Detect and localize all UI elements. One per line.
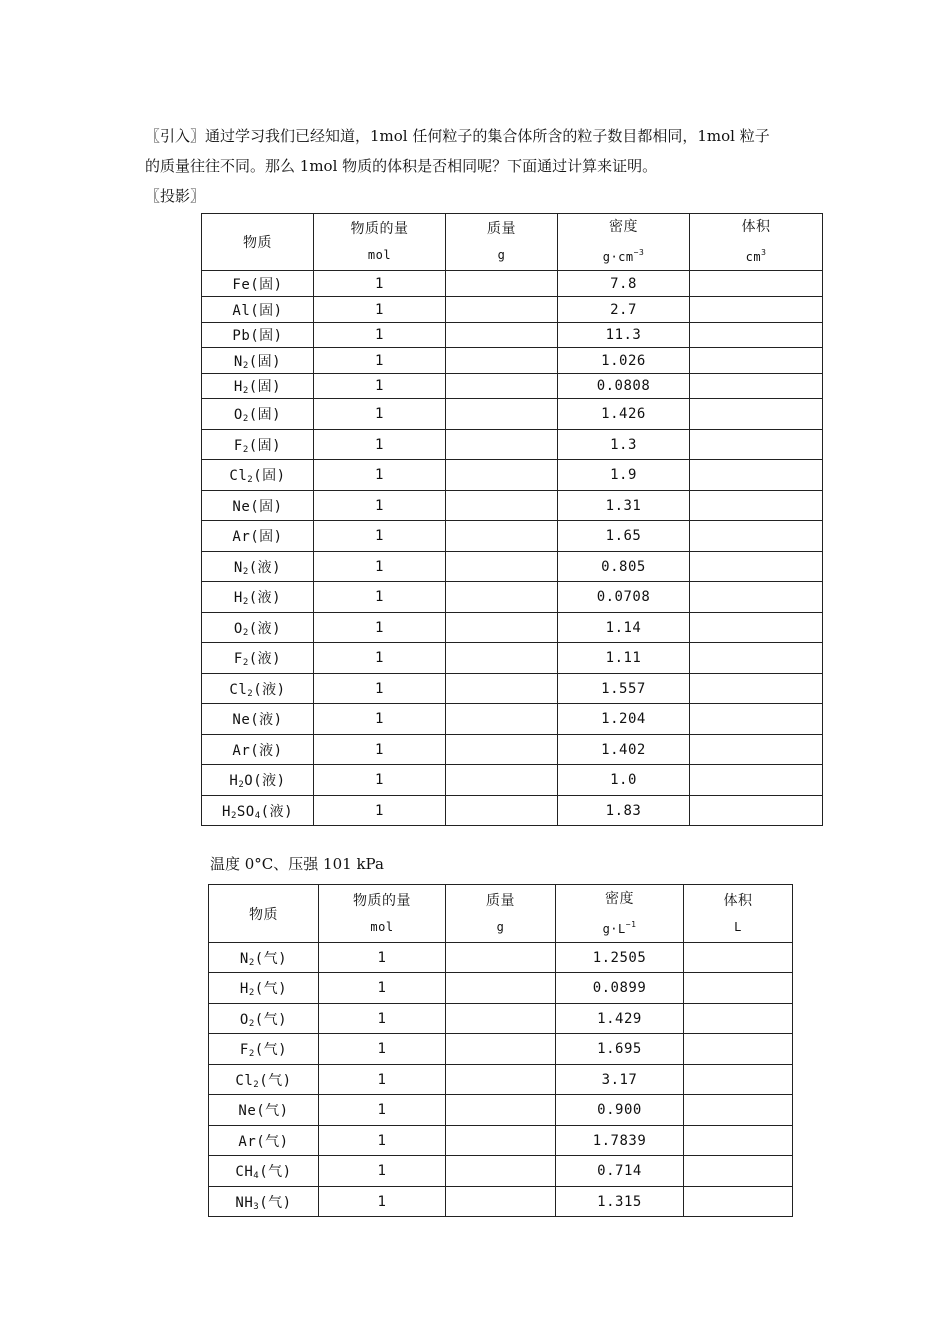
formula-name: N: [233, 353, 243, 370]
table-row: [202, 521, 823, 552]
formula-subscript: 2: [242, 566, 249, 577]
formula-subscript: 3: [253, 1201, 260, 1212]
mass-cell: [446, 1004, 556, 1034]
table-row: [202, 704, 823, 735]
density-cell: 1.695: [556, 1034, 684, 1065]
state-label: (液): [248, 559, 282, 576]
table-row: [209, 1187, 793, 1217]
substance-cell: [202, 796, 314, 826]
state-label: (气): [254, 950, 288, 967]
table-row: [202, 674, 823, 704]
density-cell: 0.714: [556, 1156, 684, 1187]
volume-cell: [690, 552, 823, 582]
state-label: (气): [256, 1133, 289, 1150]
substance-cell: [202, 491, 314, 521]
mass-cell: [446, 271, 558, 297]
mass-cell: [446, 348, 558, 374]
formula-name: H: [233, 379, 243, 395]
volume-cell: [690, 674, 823, 704]
density-cell: 0.0808: [558, 374, 690, 399]
formula-name: F: [233, 437, 243, 454]
table-row: [202, 582, 823, 613]
mass-cell: [446, 765, 558, 796]
amount-cell: 1: [314, 735, 446, 765]
volume-cell: [690, 765, 823, 796]
formula-name: Ar: [232, 529, 251, 545]
volume-cell: [684, 1126, 793, 1156]
density-cell: 1.11: [558, 643, 690, 674]
mass-cell: [446, 973, 556, 1004]
formula-name: Ne: [232, 712, 251, 728]
formula-subscript: 2: [253, 1079, 260, 1090]
table-row: [209, 1034, 793, 1065]
formula-name: O: [239, 1011, 249, 1028]
substance-cell: [202, 735, 314, 765]
mass-cell: [446, 1095, 556, 1126]
density-cell: 1.026: [558, 348, 690, 374]
mass-cell: [446, 491, 558, 521]
table-row: [209, 1065, 793, 1095]
density-cell: 1.557: [558, 674, 690, 704]
volume-cell: [690, 735, 823, 765]
amount-cell: 1: [314, 348, 446, 374]
substance-cell: [209, 973, 319, 1004]
amount-cell: 1: [314, 460, 446, 491]
header-mass: 质量 g: [446, 885, 556, 943]
density-cell: 1.65: [558, 521, 690, 552]
mass-cell: [446, 430, 558, 460]
formula-name: O: [233, 620, 243, 637]
state-label: (液): [253, 681, 286, 698]
state-label: (固): [253, 468, 286, 484]
volume-cell: [684, 1095, 793, 1126]
volume-cell: [684, 1065, 793, 1095]
mass-cell: [446, 399, 558, 430]
formula-name: Fe: [232, 276, 251, 293]
volume-cell: [690, 297, 823, 323]
density-cell: 7.8: [558, 271, 690, 297]
state-label: (气): [254, 981, 288, 997]
substance-cell: [202, 613, 314, 643]
volume-cell: [690, 271, 823, 297]
formula-name: H: [233, 590, 243, 606]
state-label: (液): [248, 620, 282, 637]
amount-cell: 1: [314, 643, 446, 674]
density-cell: 0.805: [558, 552, 690, 582]
amount-cell: 1: [319, 973, 446, 1004]
density-cell: 1.315: [556, 1187, 684, 1217]
volume-cell: [690, 323, 823, 348]
density-cell: 1.83: [558, 796, 690, 826]
formula-name: NH: [235, 1194, 254, 1211]
formula-name: Cl: [235, 1072, 254, 1089]
state-label: (固): [248, 437, 282, 454]
formula-name: Pb: [232, 328, 251, 344]
formula-subscript: 4: [253, 1171, 260, 1181]
formula-subscript: 4: [254, 810, 261, 821]
amount-cell: 1: [314, 704, 446, 735]
amount-cell: 1: [314, 552, 446, 582]
substance-cell: [202, 297, 314, 323]
formula-subscript: 2: [248, 957, 255, 968]
amount-cell: 1: [314, 796, 446, 826]
state-label: (固): [250, 529, 283, 545]
amount-cell: 1: [314, 374, 446, 399]
table-row: [202, 735, 823, 765]
amount-cell: 1: [319, 943, 446, 973]
mass-cell: [446, 1187, 556, 1217]
formula-subscript: 2: [242, 386, 249, 396]
header-density: 密度 $g\cdot L^{-1}$: [556, 885, 684, 943]
state-label: (固): [250, 302, 283, 319]
mass-cell: [446, 643, 558, 674]
volume-cell: [690, 521, 823, 552]
volume-cell: [690, 460, 823, 491]
table-row: [209, 1095, 793, 1126]
density-cell: 1.3: [558, 430, 690, 460]
mass-cell: [446, 552, 558, 582]
formula-name: Ar: [238, 1133, 257, 1150]
formula-name: Ne: [232, 498, 251, 515]
table-header-row: [209, 885, 793, 943]
formula-name: Ar: [232, 742, 251, 759]
volume-cell: [690, 582, 823, 613]
density-cell: 11.3: [558, 323, 690, 348]
formula-rest: O: [244, 773, 254, 789]
header-volume: 体积 L: [684, 885, 793, 943]
state-label: (固): [250, 328, 283, 344]
formula-subscript: 2: [248, 1049, 255, 1059]
substance-cell: [202, 271, 314, 297]
density-cell: 2.7: [558, 297, 690, 323]
substance-cell: [202, 521, 314, 552]
substance-cell: [202, 348, 314, 374]
substance-cell: [202, 765, 314, 796]
formula-subscript: 2: [242, 414, 249, 424]
amount-cell: 1: [314, 271, 446, 297]
formula-subscript: 2: [247, 688, 254, 699]
mass-cell: [446, 1126, 556, 1156]
density-cell: 1.402: [558, 735, 690, 765]
table-row: [202, 552, 823, 582]
amount-cell: 1: [314, 613, 446, 643]
amount-cell: 1: [319, 1156, 446, 1187]
state-label: (固): [248, 407, 282, 423]
table-row: [209, 1156, 793, 1187]
state-label: (固): [250, 498, 283, 515]
density-cell: 1.0: [558, 765, 690, 796]
volume-cell: [684, 973, 793, 1004]
substance-cell: [209, 1034, 319, 1065]
amount-cell: 1: [319, 1034, 446, 1065]
formula-subscript: 2: [248, 988, 255, 998]
density-cell: 0.0708: [558, 582, 690, 613]
state-label: (气): [259, 1194, 292, 1211]
table-row: [202, 323, 823, 348]
formula-subscript: 2: [242, 627, 249, 638]
amount-cell: 1: [314, 399, 446, 430]
formula-name: CH: [235, 1164, 254, 1180]
formula-subscript: 2: [242, 360, 249, 371]
mass-cell: [446, 1034, 556, 1065]
state-label: (液): [250, 742, 283, 759]
table-header-row: [202, 214, 823, 271]
density-cell: 0.0899: [556, 973, 684, 1004]
volume-cell: [684, 1187, 793, 1217]
amount-cell: 1: [314, 674, 446, 704]
volume-cell: [690, 491, 823, 521]
mass-cell: [446, 521, 558, 552]
table-row: [202, 460, 823, 491]
formula-name: H: [239, 981, 249, 997]
density-cell: 1.429: [556, 1004, 684, 1034]
density-cell: 1.31: [558, 491, 690, 521]
substance-cell: [202, 552, 314, 582]
state-label: (固): [248, 379, 282, 395]
formula-subscript: 2: [242, 658, 249, 668]
density-cell: 1.2505: [556, 943, 684, 973]
state-label: (气): [254, 1042, 288, 1058]
state-label: (液): [250, 712, 283, 728]
mass-cell: [446, 674, 558, 704]
density-cell: 1.426: [558, 399, 690, 430]
substance-cell: [202, 374, 314, 399]
substance-cell: [209, 1004, 319, 1034]
formula-name: Cl: [229, 681, 248, 698]
amount-cell: 1: [319, 1095, 446, 1126]
substance-cell: [202, 674, 314, 704]
intro-line-2: 的质量往往不同。那么 1mol 物质的体积是否相同呢？下面通过计算来证明。: [145, 157, 658, 175]
amount-cell: 1: [319, 1126, 446, 1156]
table-row: [202, 430, 823, 460]
formula-name: N: [239, 950, 249, 967]
volume-cell: [690, 704, 823, 735]
mass-cell: [446, 323, 558, 348]
volume-cell: [684, 1156, 793, 1187]
mass-cell: [446, 297, 558, 323]
header-amount: 物质的量 mol: [314, 214, 446, 271]
density-cell: 1.9: [558, 460, 690, 491]
substance-cell: [202, 460, 314, 491]
formula-subscript: 2: [238, 780, 245, 790]
state-label: (气): [259, 1164, 292, 1180]
table-row: [202, 271, 823, 297]
amount-cell: 1: [314, 323, 446, 348]
formula-subscript: 2: [247, 475, 254, 485]
state-label: (气): [259, 1072, 292, 1089]
volume-cell: [690, 430, 823, 460]
substance-cell: [209, 1187, 319, 1217]
header-substance: 物质: [202, 214, 314, 271]
formula-rest: SO: [236, 803, 255, 820]
substance-cell: [209, 1065, 319, 1095]
density-cell: 1.204: [558, 704, 690, 735]
state-label: (固): [250, 276, 283, 293]
substance-cell: [202, 430, 314, 460]
formula-subscript: 2: [248, 1018, 255, 1029]
table-row: [202, 643, 823, 674]
mass-cell: [446, 735, 558, 765]
header-mass: 质量 g: [446, 214, 558, 271]
substance-cell: [209, 1156, 319, 1187]
gas-density-table: [208, 884, 793, 1217]
table-row: [202, 765, 823, 796]
solid-liquid-density-table: [201, 213, 823, 826]
state-label: (液): [253, 773, 286, 789]
header-density: 密度 $g\cdot cm^{-3}$: [558, 214, 690, 271]
state-label: (气): [254, 1011, 288, 1028]
intro-line-1: 〖引入〗通过学习我们已经知道，1mol 任何粒子的集合体所含的粒子数目都相同，1mol 粒子: [145, 127, 770, 145]
mass-cell: [446, 582, 558, 613]
header-volume: 体积 $cm^3$: [690, 214, 823, 271]
table-row: [209, 1126, 793, 1156]
amount-cell: 1: [314, 430, 446, 460]
amount-cell: 1: [314, 297, 446, 323]
volume-cell: [690, 374, 823, 399]
formula-name: Ne: [238, 1103, 257, 1119]
volume-cell: [684, 1034, 793, 1065]
mass-cell: [446, 374, 558, 399]
table-row: [202, 613, 823, 643]
formula-name: Al: [232, 302, 251, 319]
substance-cell: [202, 704, 314, 735]
amount-cell: 1: [314, 521, 446, 552]
table-row: [209, 973, 793, 1004]
volume-cell: [690, 399, 823, 430]
density-cell: 3.17: [556, 1065, 684, 1095]
formula-subscript: 2: [242, 444, 249, 455]
substance-cell: [202, 582, 314, 613]
state-label: (固): [248, 353, 282, 370]
substance-cell: [202, 323, 314, 348]
mass-cell: [446, 613, 558, 643]
state-label: (气): [256, 1103, 289, 1119]
formula-name: Cl: [229, 468, 248, 484]
amount-cell: 1: [314, 765, 446, 796]
volume-cell: [684, 943, 793, 973]
mass-cell: [446, 704, 558, 735]
volume-cell: [690, 613, 823, 643]
table-row: [202, 374, 823, 399]
formula-name: F: [233, 651, 243, 667]
formula-subscript: 2: [242, 597, 249, 607]
table-row: [202, 297, 823, 323]
density-cell: 1.14: [558, 613, 690, 643]
volume-cell: [690, 796, 823, 826]
table-row: [202, 399, 823, 430]
formula-name: N: [233, 559, 243, 576]
formula-name: O: [233, 407, 243, 423]
substance-cell: [202, 643, 314, 674]
table-row: [202, 796, 823, 826]
mass-cell: [446, 796, 558, 826]
formula-subscript: 2: [230, 810, 237, 821]
mass-cell: [446, 1156, 556, 1187]
projection-label: 〖投影〗: [145, 187, 206, 205]
formula-name: F: [239, 1042, 249, 1058]
substance-cell: [209, 1095, 319, 1126]
formula-name: H: [229, 773, 239, 789]
table-row: [209, 1004, 793, 1034]
table-row: [209, 943, 793, 973]
table-row: [202, 491, 823, 521]
amount-cell: 1: [319, 1065, 446, 1095]
mass-cell: [446, 1065, 556, 1095]
header-substance: 物质: [209, 885, 319, 943]
amount-cell: 1: [314, 491, 446, 521]
density-cell: 1.7839: [556, 1126, 684, 1156]
state-label: (液): [260, 803, 293, 820]
substance-cell: [209, 943, 319, 973]
condition-label: 温度 0°C、压强 101 kPa: [210, 855, 384, 873]
mass-cell: [446, 943, 556, 973]
substance-cell: [209, 1126, 319, 1156]
substance-cell: [202, 399, 314, 430]
state-label: (液): [248, 651, 282, 667]
formula-name: H: [222, 803, 231, 820]
amount-cell: 1: [319, 1004, 446, 1034]
density-cell: 0.900: [556, 1095, 684, 1126]
table-row: [202, 348, 823, 374]
amount-cell: 1: [319, 1187, 446, 1217]
mass-cell: [446, 460, 558, 491]
volume-cell: [684, 1004, 793, 1034]
volume-cell: [690, 348, 823, 374]
volume-cell: [690, 643, 823, 674]
header-amount: 物质的量 mol: [319, 885, 446, 943]
state-label: (液): [248, 590, 282, 606]
amount-cell: 1: [314, 582, 446, 613]
